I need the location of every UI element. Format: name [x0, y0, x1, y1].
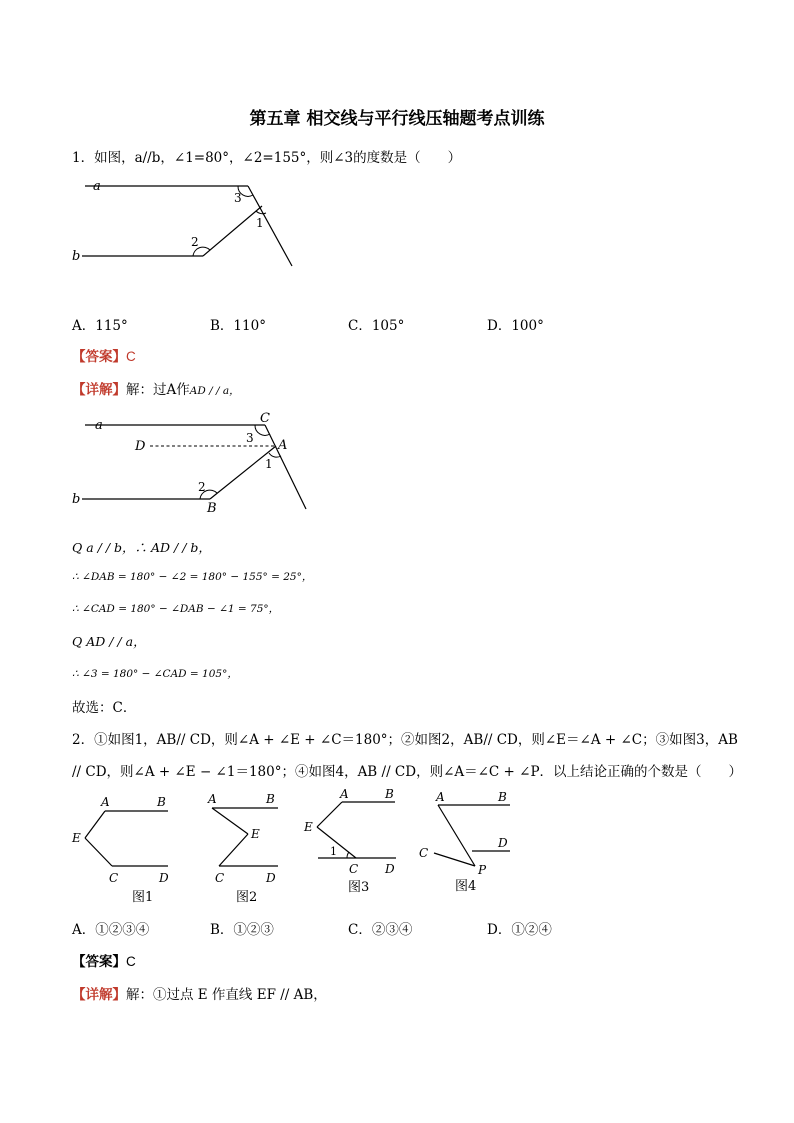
q1-step-5: ∴ ∠3 = 180° − ∠CAD = 105°， — [72, 668, 238, 680]
question-1-solution-figure — [60, 408, 320, 518]
label-b: b — [72, 249, 81, 264]
detail-text: 解：①过点 E 作直线 EF // AB， — [126, 987, 327, 1003]
fig1-caption: 图1 — [132, 890, 154, 905]
detail-tag: 【详解】 — [72, 987, 126, 1003]
label-c: C — [260, 411, 270, 426]
question-1-text: 1．如图，a//b，∠1=80°，∠2=155°，则∠3的度数是（ ） — [72, 150, 462, 166]
fig1-label-e: E — [72, 831, 81, 845]
q2-detail — [72, 983, 327, 1003]
segment-ab — [203, 206, 262, 256]
label-angle-3: 3 — [234, 191, 242, 205]
q2-option-d[interactable]: D．①②④ — [487, 922, 552, 938]
angle-1-arc — [256, 211, 266, 214]
fig3-angle-1-arc — [347, 852, 349, 858]
q1-option-c[interactable]: C．105° — [348, 318, 405, 334]
q1-step-2: ∴ ∠DAB = 180° − ∠2 = 180° − 155° = 25°， — [72, 571, 313, 583]
fig1-label-a: A — [101, 795, 110, 809]
q2-option-c[interactable]: C．②③④ — [348, 922, 413, 938]
figure-3 — [303, 787, 396, 895]
fig4-label-d: D — [498, 836, 508, 850]
fig1-segment-ae — [85, 811, 105, 838]
fig4-segment-ap — [438, 805, 475, 866]
label-b-point: B — [207, 501, 217, 516]
fig3-caption: 图3 — [348, 880, 370, 895]
fig3-label-a: A — [340, 787, 349, 801]
question-1-figure — [60, 170, 320, 280]
fig3-label-d: D — [385, 862, 395, 876]
q1-step-3: ∴ ∠CAD = 180° − ∠DAB − ∠1 = 75°， — [72, 603, 280, 615]
label-d: D — [135, 439, 146, 454]
fig4-label-b: B — [498, 790, 507, 804]
label-b: b — [72, 492, 81, 507]
q1-conclusion: 故选：C． — [72, 700, 137, 716]
answer-tag: 【答案】 — [72, 954, 126, 970]
label-angle-2: 2 — [191, 235, 199, 249]
fig1-label-b: B — [157, 795, 166, 809]
fig4-label-p: P — [478, 863, 487, 877]
question-2-line-1: 2．①如图1，AB// CD，则∠A + ∠E + ∠C＝180°；②如图2，AB// CD，则∠E＝∠A + ∠C；③如图3，AB — [72, 732, 738, 748]
figure-1 — [71, 795, 169, 905]
fig2-label-c: C — [215, 871, 225, 885]
q1-option-d[interactable]: D．100° — [487, 318, 544, 334]
fig3-label-angle-1: 1 — [330, 845, 337, 858]
answer-value: C — [126, 349, 136, 364]
question-2-line-2: // CD，则∠A + ∠E − ∠1＝180°；④如图4，AB // CD，则∠A＝∠C + ∠P．以上结论正确的个数是（ ） — [72, 764, 743, 780]
detail-intro: 解：过A作 — [126, 382, 190, 398]
answer-tag: 【答案】 — [72, 349, 126, 365]
figure-4 — [419, 790, 510, 894]
fig1-segment-ec — [85, 838, 112, 866]
fig2-segment-ae — [212, 808, 248, 834]
fig2-label-b: B — [266, 792, 275, 806]
detail-tag: 【详解】 — [72, 382, 126, 398]
q2-option-a[interactable]: A．①②③④ — [72, 922, 150, 938]
answer-value: C — [126, 954, 136, 969]
label-angle-3: 3 — [246, 431, 254, 445]
fig1-label-d: D — [159, 871, 169, 885]
label-angle-2: 2 — [198, 480, 206, 494]
fig3-label-b: B — [385, 787, 394, 801]
page-title: 第五章 相交线与平行线压轴题考点训练 — [249, 109, 545, 129]
q1-step-1: Q a / / b，∴ AD / / b， — [72, 540, 211, 555]
q2-option-b[interactable]: B．①②③ — [210, 922, 274, 938]
q1-option-b[interactable]: B．110° — [210, 318, 266, 334]
label-angle-1: 1 — [265, 457, 273, 471]
segment-ab — [210, 446, 276, 499]
q1-step-4: Q AD / / a， — [72, 634, 146, 649]
label-a-point: A — [278, 438, 288, 453]
fig3-segment-ae — [317, 802, 342, 827]
fig4-caption: 图4 — [455, 879, 477, 894]
fig3-label-c: C — [349, 862, 359, 876]
q2-answer — [72, 950, 136, 970]
fig2-label-e: E — [251, 827, 260, 841]
label-angle-1: 1 — [256, 216, 264, 230]
fig2-label-d: D — [266, 871, 276, 885]
question-2-figures — [60, 786, 540, 906]
fig3-label-e: E — [304, 820, 313, 834]
q1-detail — [72, 378, 240, 398]
q1-answer — [72, 345, 136, 365]
fig4-label-c: C — [419, 846, 429, 860]
q1-option-a[interactable]: A．115° — [72, 318, 128, 334]
detail-intro-math: AD / / a， — [189, 385, 240, 397]
fig2-label-a: A — [208, 792, 217, 806]
label-a: a — [93, 179, 101, 194]
fig2-segment-ec — [219, 834, 248, 866]
figure-2 — [207, 792, 278, 905]
fig2-caption: 图2 — [236, 890, 258, 905]
fig1-label-c: C — [109, 871, 119, 885]
transversal-line — [248, 186, 292, 266]
fig4-label-a: A — [436, 790, 445, 804]
label-a: a — [95, 418, 103, 433]
